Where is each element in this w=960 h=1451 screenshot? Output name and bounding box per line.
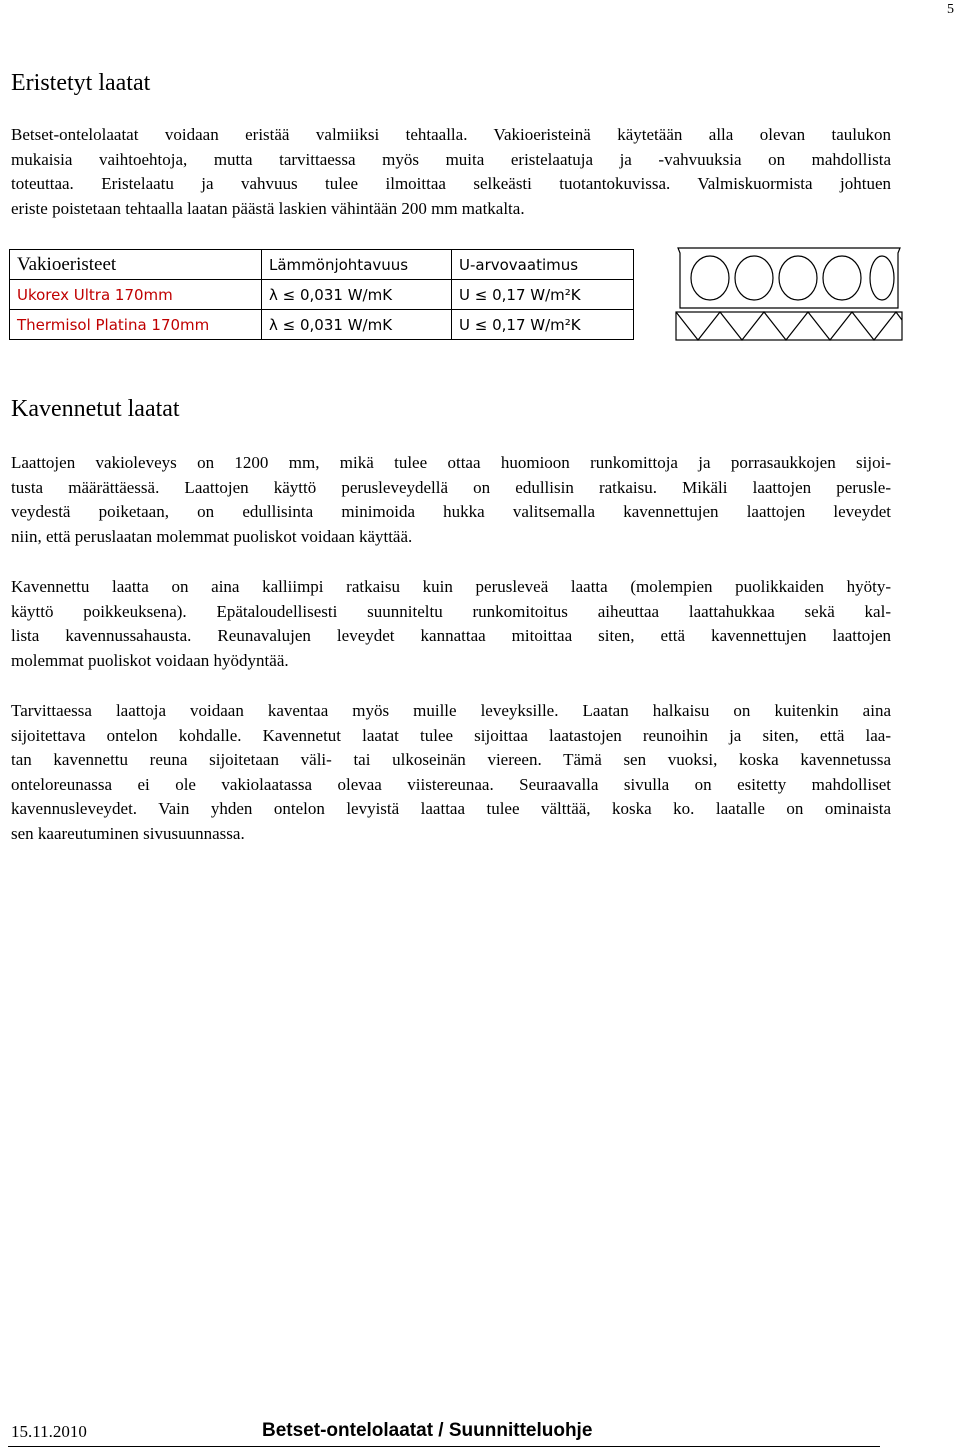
table-header-row bbox=[10, 250, 634, 280]
narrowed-slabs-paragraph-1 bbox=[11, 451, 891, 549]
text-line: tusta määrättäessä. Laattojen käyttö perusleveydellä on edullisin ratkaisu. Mikäli laattojen perusle- bbox=[11, 477, 891, 497]
u-value-cell: U ≤ 0,17 W/m²K bbox=[452, 310, 634, 340]
table-row bbox=[10, 310, 634, 340]
section-title-narrowed-slabs: Kavennetut laatat bbox=[11, 396, 180, 422]
text-line: veydestä poiketaan, on edullisinta minimoida hukka valitsemalla kavennettujen laattojen leveydet bbox=[11, 502, 891, 521]
footer-divider bbox=[8, 1446, 880, 1447]
text-line: mukaisia vaihtoehtoja, mutta tarvittaessa myös muita eristelaatuja ja -vahvuuksia on mahdollista bbox=[11, 149, 891, 169]
footer-document-title: Betset-ontelolaatat / Suunnitteluohje bbox=[262, 1420, 593, 1441]
text-line: käyttö poikkeuksena). Epätaloudellisesti suunniteltu runkomitoitus aiheuttaa laattahukkaa sekä kal- bbox=[11, 601, 891, 621]
header-u-value-requirement: U-arvovaatimus bbox=[452, 250, 634, 280]
page-number: 5 bbox=[947, 2, 954, 17]
text-line: Betset-ontelolaatat voidaan eristää valmiiksi tehtaalla. Vakioeristeinä käytetään alla olevan taulukon bbox=[11, 125, 891, 144]
text-line: Tarvittaessa laattoja voidaan kaventaa myös muille leveyksille. Laatan halkaisu on kuitenkin aina bbox=[11, 701, 891, 720]
u-value-cell: U ≤ 0,17 W/m²K bbox=[452, 280, 634, 310]
text-line: molemmat puoliskot voidaan hyödyntää. bbox=[11, 650, 289, 670]
text-line: eriste poistetaan tehtaalla laatan päästä laskien vähintään 200 mm matkalta. bbox=[11, 198, 525, 218]
text-line: Kavennettu laatta on aina kalliimpi ratkaisu kuin perusleveä laatta (molempien puolikkaiden hyöty- bbox=[11, 577, 891, 596]
narrowed-slabs-paragraph-3 bbox=[11, 699, 891, 846]
text-line: tan kavennettu reuna sijoitetaan väli- tai ulkoseinän viereen. Tämä sen vuoksi, koska kavennetussa bbox=[11, 750, 891, 769]
section-title-insulated-slabs: Eristetyt laatat bbox=[11, 70, 151, 96]
text-line: kavennusleveydet. Vain yhden ontelon levyistä laattaa tulee välttää, koska ko. laatalle on ominaista bbox=[11, 799, 891, 818]
text-line: onteloreunassa ei ole vakiolaatassa olevaa viistereunaa. Seuraavalla sivulla on esitetty mahdolliset bbox=[11, 774, 891, 794]
header-standard-insulations: Vakioeristeet bbox=[10, 250, 262, 280]
text-line: lista kavennussahausta. Reunavalujen leveydet kannattaa mitoittaa siten, että kavennettujen laattojen bbox=[11, 626, 891, 645]
product-name-cell: Ukorex Ultra 170mm bbox=[10, 280, 262, 310]
text-line: sen kaareutuminen sivusuunnassa. bbox=[11, 823, 245, 843]
text-line: sijoitettava ontelon kohdalle. Kavennetut laatat tulee sijoittaa laatastojen reunoihin ja siten, että laa- bbox=[11, 725, 891, 745]
conductivity-cell: λ ≤ 0,031 W/mK bbox=[262, 310, 452, 340]
conductivity-cell: λ ≤ 0,031 W/mK bbox=[262, 280, 452, 310]
narrowed-slabs-paragraph-2 bbox=[11, 575, 891, 673]
insulated-slabs-paragraph bbox=[11, 123, 891, 221]
header-thermal-conductivity: Lämmönjohtavuus bbox=[262, 250, 452, 280]
footer-date: 15.11.2010 bbox=[11, 1422, 87, 1441]
text-line: niin, että peruslaatan molemmat puoliskot voidaan käyttää. bbox=[11, 526, 413, 546]
insulation-table bbox=[9, 249, 634, 340]
text-line: toteuttaa. Eristelaatu ja vahvuus tulee ilmoittaa selkeästi tuotantokuvissa. Valmiskuormista johtuen bbox=[11, 174, 891, 193]
table-row bbox=[10, 280, 634, 310]
insulated-hollow-core-slab-diagram bbox=[674, 244, 904, 344]
product-name-cell: Thermisol Platina 170mm bbox=[10, 310, 262, 340]
text-line: Laattojen vakioleveys on 1200 mm, mikä tulee ottaa huomioon runkomittoja ja porrasaukkojen sijoi- bbox=[11, 453, 891, 472]
